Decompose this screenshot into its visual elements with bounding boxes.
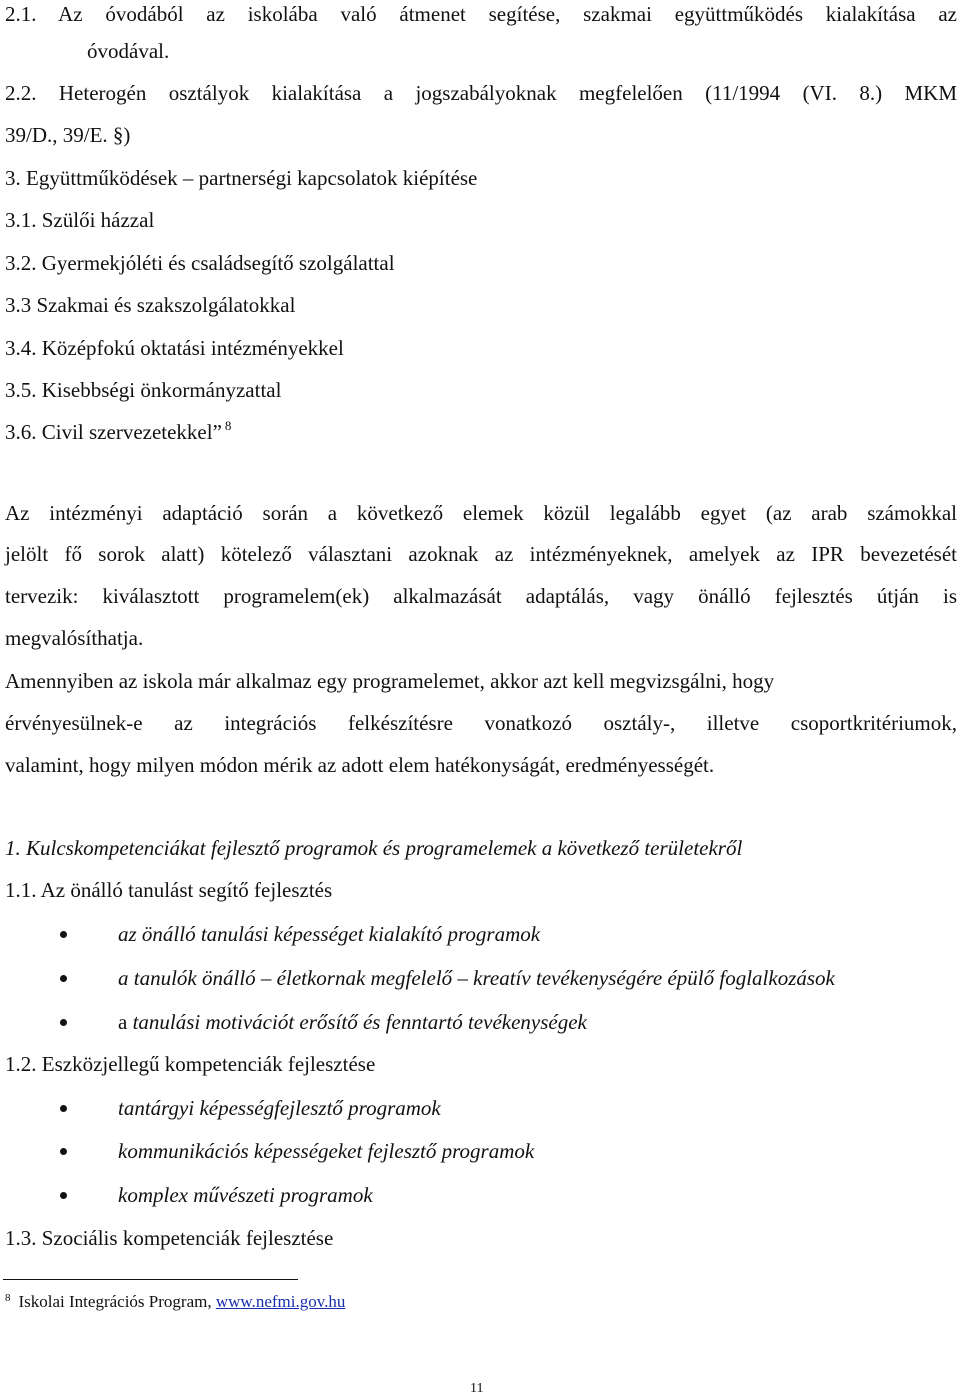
bullet-prefix: a <box>118 1010 133 1034</box>
bullet-icon <box>60 1019 67 1026</box>
bullet-text: komplex művészeti programok <box>118 1183 373 1207</box>
bullet-icon <box>60 1192 67 1199</box>
bullet-text: tantárgyi képességfejlesztő programok <box>118 1096 441 1120</box>
paragraph2-line1: Amennyiben az iskola már alkalmaz egy programelemet, akkor azt kell megvizsgálni, hogy <box>5 669 775 693</box>
paragraph2-line3: valamint, hogy milyen módon mérik az adott elem hatékonyságát, eredményességét. <box>5 753 715 777</box>
toc-item-3: 3. Együttműködések – partnerségi kapcsolatok kiépítése <box>5 166 478 190</box>
bullet-text: kommunikációs képességeket fejlesztő programok <box>118 1139 535 1163</box>
toc-item-3-2: 3.2. Gyermekjóléti és családsegítő szolgálattal <box>5 251 395 275</box>
paragraph1-line1: Az intézményi adaptáció során a következő elemek közül legalább egyet (az arab számokkal <box>5 501 957 525</box>
bullet-text: a tanulók önálló – életkornak megfelelő – kreatív tevékenységére épülő foglalkozások <box>118 966 835 990</box>
bullet-icon <box>60 931 67 938</box>
subsection-1-1-title: 1.1. Az önálló tanulást segítő fejlesztés <box>5 878 333 902</box>
toc-item-3-6-text: 3.6. Civil szervezetekkel” <box>5 420 222 444</box>
toc-item-3-1: 3.1. Szülői házzal <box>5 208 155 232</box>
toc-item-3-6 <box>5 418 231 446</box>
bullet-1-1-3 <box>118 1008 587 1036</box>
toc-item-2-2-cont: 39/D., 39/E. §) <box>5 123 131 147</box>
toc-item-3-5: 3.5. Kisebbségi önkormányzattal <box>5 378 282 402</box>
bullet-1-1-1 <box>118 920 540 948</box>
subsection-1-3-title: 1.3. Szociális kompetenciák fejlesztése <box>5 1226 334 1250</box>
section-heading: 1. Kulcskompetenciákat fejlesztő programok és programelemek a következő területekről <box>5 836 743 860</box>
paragraph2-line2: érvényesülnek-e az integrációs felkészítésre vonatkozó osztály-, illetve csoportkritériumok, <box>5 711 957 735</box>
subsection-1-2-title: 1.2. Eszközjellegű kompetenciák fejlesztése <box>5 1052 376 1076</box>
footnote-divider <box>3 1279 298 1280</box>
footnote-ref[interactable]: 8 <box>224 418 232 433</box>
bullet-1-2-1 <box>118 1094 441 1122</box>
bullet-text: tanulási motivációt erősítő és fenntartó tevékenységek <box>132 1010 587 1034</box>
toc-item-2-1: 2.1. Az óvodából az iskolába való átmenet segítése, szakmai együttműködés kialakítása az <box>5 2 957 26</box>
toc-item-2-1-cont: óvodával. <box>87 39 170 63</box>
bullet-1-2-2 <box>118 1137 534 1165</box>
bullet-icon <box>60 975 67 982</box>
footnote-text: Iskolai Integrációs Program, <box>18 1292 216 1311</box>
paragraph1-line2: jelölt fő sorok alatt) kötelező választani azoknak az intézményeknek, amelyek az IPR bevezetését <box>5 542 957 566</box>
footnote-link[interactable]: www.nefmi.gov.hu <box>215 1292 346 1311</box>
bullet-icon <box>60 1105 67 1112</box>
bullet-icon <box>60 1148 67 1155</box>
footnote-number: 8 <box>5 1292 11 1304</box>
bullet-1-1-2 <box>118 964 835 992</box>
toc-item-3-4: 3.4. Középfokú oktatási intézményekkel <box>5 336 344 360</box>
paragraph1-line3: tervezik: kiválasztott programelem(ek) alkalmazását adaptálás, vagy önálló fejlesztés útján is <box>5 584 957 608</box>
footnote <box>5 1291 345 1313</box>
paragraph1-line4: megvalósíthatja. <box>5 626 144 650</box>
bullet-text: az önálló tanulási képességet kialakító programok <box>118 922 541 946</box>
bullet-1-2-3 <box>118 1181 373 1209</box>
page-number: 11 <box>470 1381 484 1396</box>
toc-item-3-3: 3.3 Szakmai és szakszolgálatokkal <box>5 293 296 317</box>
toc-item-2-2: 2.2. Heterogén osztályok kialakítása a jogszabályoknak megfelelően (11/1994 (VI. 8.) MKM <box>5 81 957 105</box>
